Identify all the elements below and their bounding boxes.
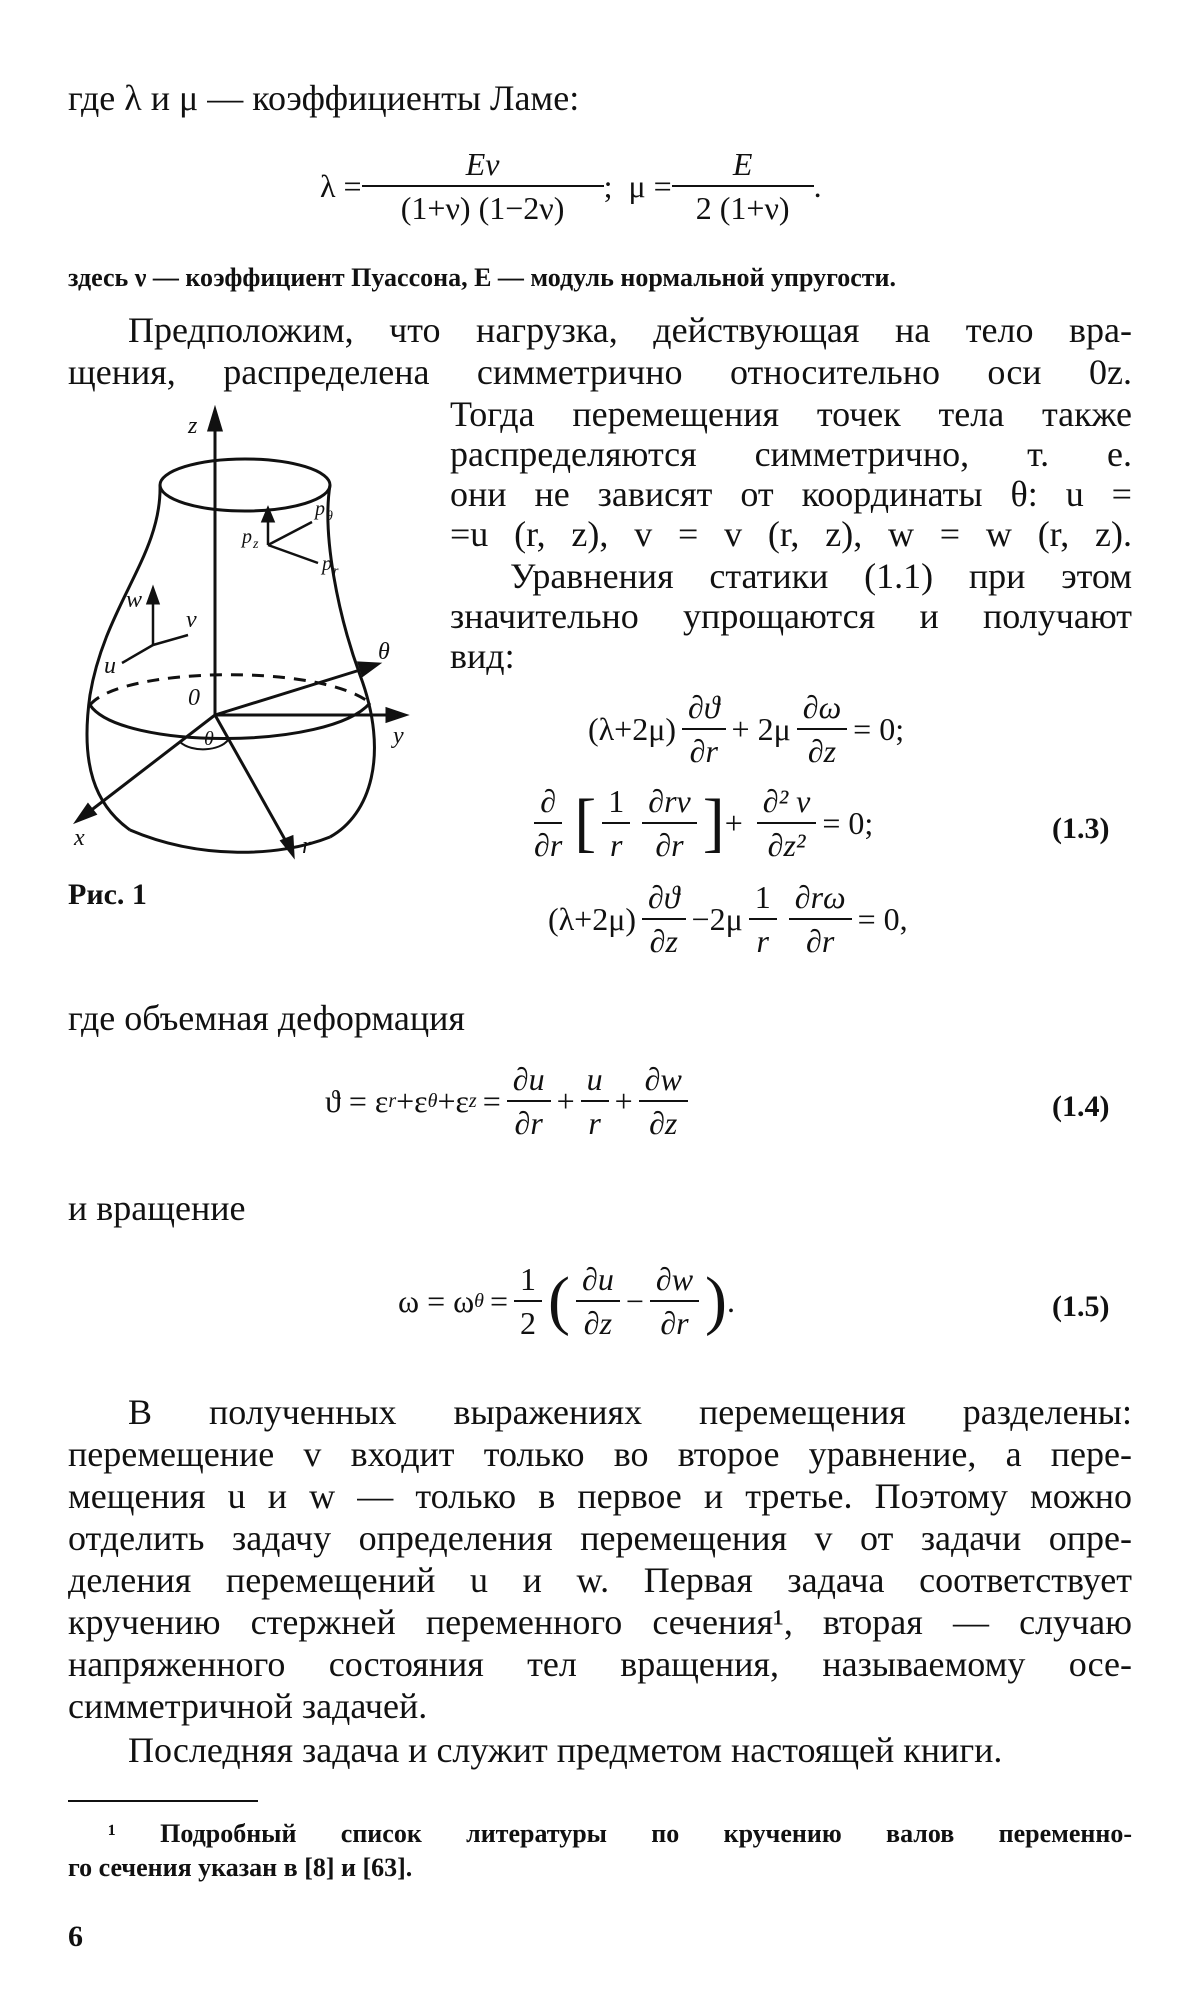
footnote-rule — [68, 1800, 258, 1802]
eq13-l2-left-bracket: [ — [574, 786, 597, 859]
para1-line3: Тогда перемещения точек тела также — [450, 394, 1132, 434]
eq15-number: (1.5) — [1052, 1290, 1110, 1323]
lambda-fraction — [368, 145, 598, 227]
lambda-denominator: (1+ν) (1−2ν) — [400, 190, 565, 226]
intro-line: где λ и μ — коэффициенты Ламе: — [68, 78, 580, 118]
eq13-l2-f1-den: ∂r — [534, 827, 563, 863]
eq14-plus1: +ε — [396, 1083, 428, 1119]
eq15 — [398, 1260, 735, 1342]
eq13-l3-f2-den: r — [756, 923, 769, 959]
eq15-right-paren: ) — [705, 1264, 728, 1337]
z-axis-arrow-icon — [209, 410, 221, 430]
u-vector — [122, 645, 153, 663]
eq14-eqsign: = — [482, 1083, 501, 1119]
eq15-sub: θ — [474, 1290, 484, 1312]
lambda-lhs: λ = — [320, 168, 362, 204]
eq15-minus: − — [625, 1283, 644, 1319]
para1-line8: значительно упрощаются и получают — [450, 596, 1132, 636]
figure-body-of-revolution — [60, 405, 440, 865]
para2-line6: кручению стержней переменного сечения¹, вторая — случаю — [68, 1602, 1132, 1642]
body-left-profile — [87, 485, 160, 830]
eq13-l2-right-bracket: ] — [702, 786, 725, 859]
eq13-l2-frac2 — [602, 782, 630, 864]
eq13-l3-f1-num: ∂ϑ — [642, 878, 686, 920]
pz-sub-label: z — [253, 537, 259, 552]
y-axis-arrow-icon — [387, 709, 405, 721]
para1-line6: =u (r, z), v = v (r, z), w = w (r, z). — [450, 514, 1132, 554]
theta-arrow-icon — [359, 663, 378, 675]
eq13-l3-frac1 — [642, 878, 686, 960]
rot-intro: и вращение — [68, 1188, 246, 1228]
eq15-frac2 — [576, 1260, 620, 1342]
eq15-f2-num: ∂u — [576, 1260, 620, 1302]
para2-line5: деления перемещений u и w. Первая задача соответствует — [68, 1560, 1132, 1600]
eq13-l2-f3-den: ∂r — [655, 827, 684, 863]
eq13-l1-f1-num: ∂ϑ — [682, 688, 726, 730]
eq15-f1-den: 2 — [520, 1305, 537, 1341]
pr-vector — [268, 545, 318, 563]
eq13-l1-end: = 0; — [853, 711, 905, 747]
eq13-l3-end: = 0, — [857, 901, 908, 937]
eq13-l2-f4-num: ∂² v — [757, 782, 817, 824]
para1-line9: вид: — [450, 636, 515, 676]
para1-line5: они не зависят от координаты θ: u = — [450, 474, 1132, 514]
eq13-l2-frac1 — [528, 782, 568, 864]
y-label: y — [393, 723, 404, 749]
origin-label: 0 — [188, 685, 200, 711]
eq14-f2-den: r — [588, 1105, 601, 1141]
pr-sub-label: r — [333, 564, 339, 579]
eq13-l3-f3-num: ∂rω — [789, 878, 852, 920]
para2-line2: перемещение v входит только во второе уравнение, а пере- — [68, 1434, 1132, 1474]
eq13-l3-frac3 — [789, 878, 852, 960]
eq13-line2 — [522, 782, 873, 864]
ptheta-vector — [268, 522, 312, 545]
eq14-f1-den: ∂r — [514, 1105, 543, 1141]
para1-line1: Предположим, что нагрузка, действующая на тело вра- — [128, 310, 1132, 350]
lame-formula — [320, 145, 822, 227]
eq15-end: . — [727, 1283, 736, 1319]
eq14-sub-z: z — [468, 1090, 477, 1112]
eq13-l2-plus: + — [724, 805, 743, 841]
eq13-l3-f1-den: ∂z — [649, 923, 678, 959]
eq14-sub-theta: θ — [427, 1090, 438, 1112]
theta-direction-line — [215, 670, 360, 715]
u-label: u — [104, 653, 116, 679]
eq13-line3 — [548, 878, 908, 960]
eq13-l2-f3-num: ∂rv — [642, 782, 696, 824]
x-axis-line — [85, 715, 215, 815]
para2-line3: мещения u и w — только в первое и третье. Поэтому можно — [68, 1476, 1132, 1516]
eq14-frac1 — [507, 1060, 551, 1142]
footnote-line1: ¹ Подробный список литературы по кручению валов переменно- — [108, 1819, 1132, 1848]
para2-line4: отделить задачу определения перемещения v от задачи опре- — [68, 1518, 1132, 1558]
figure-caption: Рис. 1 — [68, 878, 147, 911]
eq13-l2-f1-num: ∂ — [534, 782, 562, 824]
eq14-frac2 — [581, 1060, 609, 1142]
vol-intro: где объемная деформация — [68, 998, 465, 1038]
eq13-l2-f2-num: 1 — [602, 782, 630, 824]
eq13-l3-f3-den: ∂r — [806, 923, 835, 959]
eq13-l1-mid: + 2μ — [731, 711, 791, 747]
x-axis-arrow-icon — [77, 805, 95, 821]
v-vector — [153, 635, 188, 645]
eq15-frac1 — [514, 1260, 542, 1342]
para1-line7: Уравнения статики (1.1) при этом — [510, 556, 1132, 596]
body-bottom-curve — [130, 830, 330, 852]
pz-label: p — [242, 526, 252, 548]
eq13-l1-frac1 — [682, 688, 726, 770]
para3: Последняя задача и служит предметом настоящей книги. — [128, 1730, 1003, 1770]
lambda-numerator: Eν — [362, 145, 604, 187]
v-label: v — [186, 607, 197, 633]
r-label: r — [302, 833, 312, 859]
theta-axis-label: θ — [378, 639, 390, 665]
eq13-l2-f4-den: ∂z² — [767, 827, 806, 863]
eq15-f3-den: ∂r — [660, 1305, 689, 1341]
eq14-plus2: +ε — [437, 1083, 469, 1119]
eq13-l1-pre: (λ+2μ) — [588, 711, 677, 747]
eq13-number: (1.3) — [1052, 812, 1110, 845]
w-arrow-icon — [148, 589, 158, 603]
eq13-l1-frac2 — [797, 688, 847, 770]
eq13-l3-frac2 — [749, 878, 777, 960]
eq13-l3-f2-num: 1 — [749, 878, 777, 920]
top-rim-ellipse — [160, 459, 330, 511]
footnote-line2: го сечения указан в [8] и [63]. — [68, 1853, 413, 1882]
eq15-eqsign: = — [490, 1283, 509, 1319]
eq14 — [325, 1060, 694, 1142]
eq14-frac3 — [639, 1060, 688, 1142]
eq14-p2: + — [614, 1083, 633, 1119]
eq13-l2-frac3 — [642, 782, 696, 864]
z-label: z — [188, 413, 198, 439]
pr-label: p — [322, 553, 332, 575]
eq13-l2-f2-den: r — [610, 827, 623, 863]
lame-end: . — [813, 168, 822, 204]
ptheta-label: p — [315, 498, 325, 520]
eq15-frac3 — [650, 1260, 699, 1342]
para2-line1: В полученных выражениях перемещения разделены: — [128, 1392, 1132, 1432]
eq14-f2-num: u — [581, 1060, 609, 1102]
eq13-l1-f1-den: ∂r — [689, 733, 718, 769]
ptheta-sub-label: θ — [326, 509, 333, 524]
eq13-line1 — [588, 688, 904, 770]
eq13-l1-f2-num: ∂ω — [797, 688, 847, 730]
eq14-f3-den: ∂z — [649, 1105, 678, 1141]
eq13-l1-f2-den: ∂z — [807, 733, 837, 769]
eq15-lhs: ω = ω — [398, 1283, 475, 1319]
eq14-number: (1.4) — [1052, 1090, 1110, 1123]
eq13-l2-end: = 0; — [822, 805, 874, 841]
eq15-f2-den: ∂z — [583, 1305, 613, 1341]
eq15-f1-num: 1 — [514, 1260, 542, 1302]
mu-denominator: 2 (1+ν) — [695, 190, 790, 226]
eq13-l2-frac4 — [757, 782, 817, 864]
eq15-f3-num: ∂w — [650, 1260, 699, 1302]
x-label: x — [74, 825, 85, 851]
eq13-l3-pre: (λ+2μ) — [548, 901, 637, 937]
w-label: w — [126, 587, 143, 613]
eq15-left-paren: ( — [548, 1264, 571, 1337]
mu-lhs: μ = — [628, 168, 672, 204]
lame-separator: ; — [603, 168, 613, 204]
poisson-note: здесь ν — коэффициент Пуассона, E — модуль нормальной упругости. — [68, 263, 897, 292]
para2-line8: симметричной задачей. — [68, 1686, 428, 1726]
eq14-sub-r: r — [388, 1090, 397, 1112]
eq14-lhs: ϑ = ε — [325, 1083, 389, 1119]
mu-numerator: E — [672, 145, 814, 187]
para1-line2: щения, распределена симметрично относительно оси 0z. — [68, 352, 1132, 392]
section-ellipse-front — [90, 703, 370, 739]
page-number: 6 — [68, 1920, 83, 1953]
mu-fraction — [678, 145, 808, 227]
r-arrow-icon — [282, 837, 293, 855]
eq14-f3-num: ∂w — [639, 1060, 688, 1102]
para1-line4: распределяются симметрично, т. е. — [450, 434, 1132, 474]
eq13-l3-mid: −2μ — [691, 901, 743, 937]
para2-line7: напряженного состояния тел вращения, называемому осе- — [68, 1644, 1132, 1684]
theta-angle-label: θ — [204, 728, 214, 750]
eq14-f1-num: ∂u — [507, 1060, 551, 1102]
eq14-p1: + — [556, 1083, 575, 1119]
body-right-profile — [328, 485, 375, 837]
